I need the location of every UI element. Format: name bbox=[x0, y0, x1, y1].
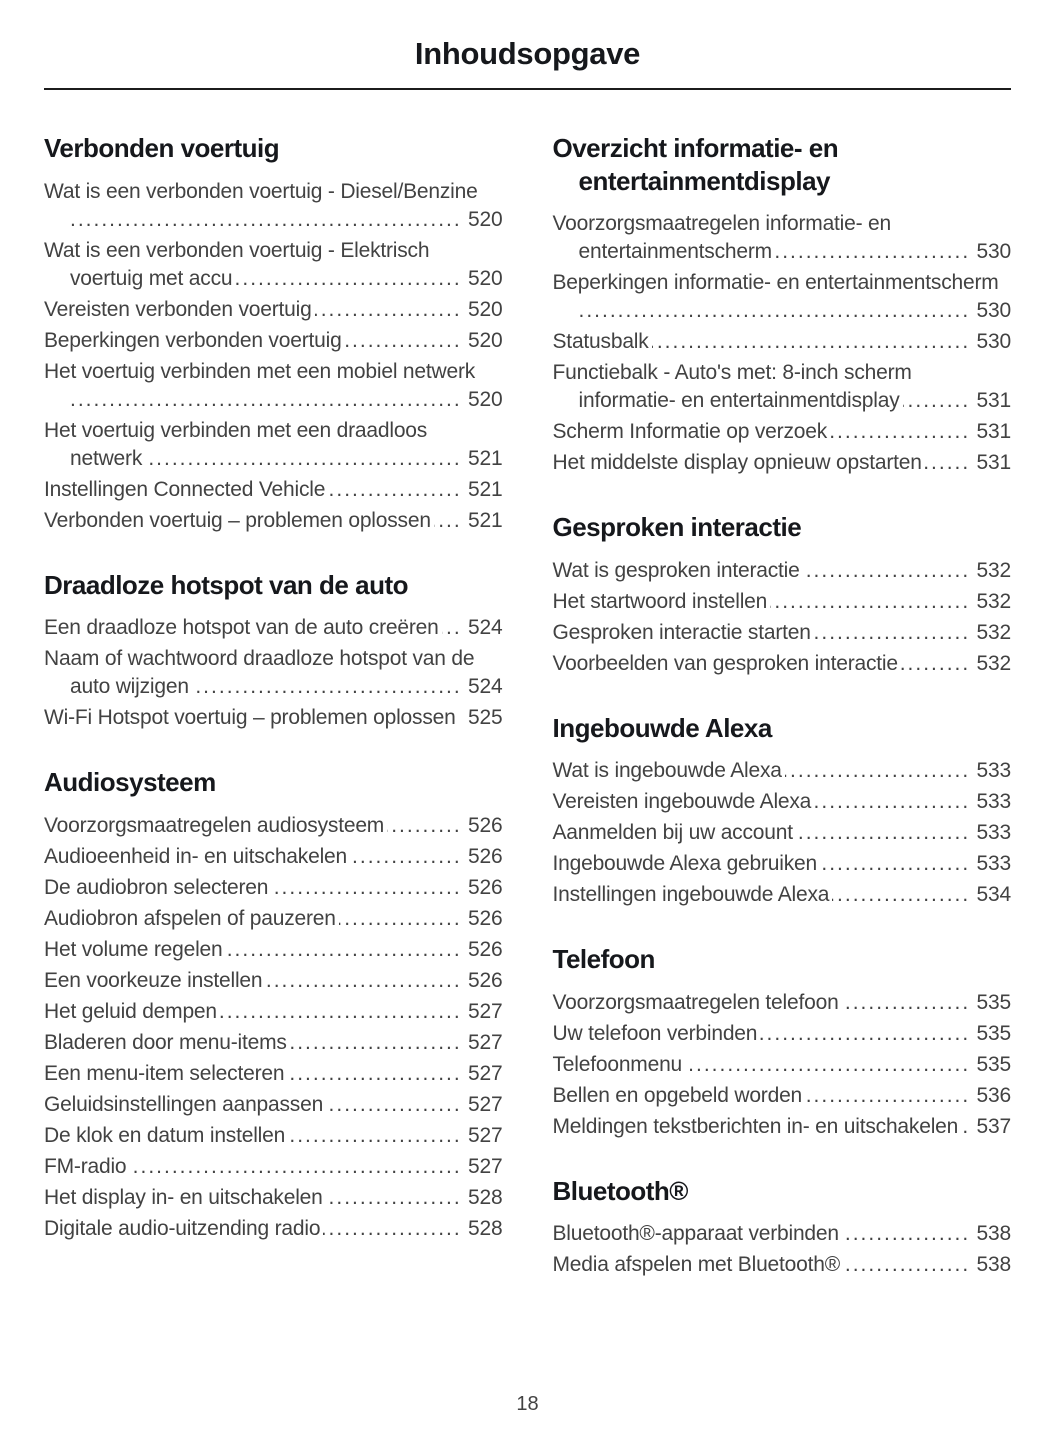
toc-entry[interactable] bbox=[553, 1020, 1012, 1048]
toc-entry-label: Bluetooth®-apparaat verbinden bbox=[553, 1222, 842, 1245]
toc-entry-label: Het voertuig verbinden met een mobiel netwerk bbox=[44, 360, 478, 383]
toc-columns bbox=[44, 132, 1011, 1282]
page-footer bbox=[0, 1393, 1055, 1416]
toc-entry-page-number: 538 bbox=[970, 1251, 1011, 1279]
toc-entry[interactable] bbox=[553, 210, 1012, 266]
toc-section bbox=[44, 569, 503, 733]
toc-entry[interactable] bbox=[553, 650, 1012, 678]
section-title: Telefoon bbox=[552, 944, 655, 974]
toc-entry-page-number: 532 bbox=[970, 619, 1011, 647]
toc-entry-page-number: 531 bbox=[970, 449, 1011, 477]
toc-entry-label: Audiobron afspelen of pauzeren bbox=[44, 907, 339, 930]
toc-section bbox=[553, 511, 1012, 678]
toc-entry-label: Digitale audio-uitzending radio bbox=[44, 1217, 323, 1240]
section-title: Gesproken interactie bbox=[552, 512, 802, 542]
toc-entry[interactable] bbox=[44, 1060, 503, 1088]
toc-entry-page-number: 533 bbox=[970, 819, 1011, 847]
toc-entry-page-number: 537 bbox=[970, 1113, 1011, 1141]
toc-entry-page-number: 533 bbox=[970, 757, 1011, 785]
toc-entry[interactable] bbox=[44, 905, 503, 933]
toc-entry-label: FM-radio bbox=[44, 1155, 129, 1178]
section-entries bbox=[553, 210, 1012, 477]
toc-entry-label: Wat is gesproken interactie bbox=[553, 559, 803, 582]
toc-entry-page-number: 534 bbox=[970, 881, 1011, 909]
toc-entry-label: Een menu-item selecteren bbox=[44, 1062, 287, 1085]
toc-entry-page-number: 520 bbox=[461, 265, 502, 293]
toc-entry-page-number: 531 bbox=[970, 387, 1011, 415]
toc-section bbox=[553, 1175, 1012, 1280]
toc-entry-page-number: 524 bbox=[461, 673, 502, 701]
toc-entry-label: Een draadloze hotspot van de auto creëren bbox=[44, 616, 442, 639]
toc-entry[interactable] bbox=[44, 1184, 503, 1212]
toc-entry-label: Het display in- en uitschakelen bbox=[44, 1186, 326, 1209]
toc-entry[interactable] bbox=[44, 704, 503, 732]
toc-entry-label: Wi-Fi Hotspot voertuig – problemen oplossen bbox=[44, 706, 459, 729]
toc-entry-label: Gesproken interactie starten bbox=[553, 621, 814, 644]
toc-entry-page-number: 528 bbox=[461, 1184, 502, 1212]
toc-entry[interactable] bbox=[44, 358, 503, 414]
toc-entry-page-number: 530 bbox=[970, 328, 1011, 356]
toc-entry-label: Bladeren door menu-items bbox=[44, 1031, 290, 1054]
section-title: Bluetooth® bbox=[552, 1175, 688, 1206]
toc-entry-label: Bellen en opgebeld worden bbox=[553, 1084, 806, 1107]
toc-entry-label: Telefoonmenu bbox=[553, 1053, 686, 1076]
section-entries bbox=[553, 757, 1012, 909]
toc-entry[interactable] bbox=[44, 874, 503, 902]
toc-entry-page-number: 527 bbox=[461, 1029, 502, 1057]
toc-entry-page-number: 520 bbox=[461, 386, 502, 414]
toc-entry[interactable] bbox=[44, 1215, 503, 1243]
toc-entry-label: Media afspelen met Bluetooth® bbox=[553, 1253, 844, 1276]
toc-entry-page-number: 527 bbox=[461, 1122, 502, 1150]
toc-entry-label: Voorbeelden van gesproken interactie bbox=[553, 652, 901, 675]
toc-entry[interactable] bbox=[553, 269, 1012, 325]
page-header bbox=[44, 36, 1011, 90]
toc-entry-page-number: 521 bbox=[461, 476, 502, 504]
toc-entry-page-number: 533 bbox=[970, 850, 1011, 878]
page-number: 18 bbox=[516, 1393, 539, 1415]
toc-entry-page-number: 533 bbox=[970, 788, 1011, 816]
toc-entry-label: De klok en datum instellen bbox=[44, 1124, 288, 1147]
toc-entry[interactable] bbox=[553, 850, 1012, 878]
toc-entry-page-number: 535 bbox=[970, 989, 1011, 1017]
toc-section bbox=[553, 943, 1012, 1141]
toc-entry-label: Een voorkeuze instellen bbox=[44, 969, 265, 992]
toc-entry-page-number: 528 bbox=[461, 1215, 502, 1243]
toc-entry-label: Ingebouwde Alexa gebruiken bbox=[553, 852, 821, 875]
toc-entry[interactable] bbox=[44, 812, 503, 840]
toc-entry-label: Beperkingen verbonden voertuig bbox=[44, 329, 345, 352]
toc-entry-page-number: 527 bbox=[461, 998, 502, 1026]
page-title: Inhoudsopgave bbox=[414, 36, 641, 71]
toc-entry-page-number: 532 bbox=[970, 588, 1011, 616]
toc-entry[interactable] bbox=[44, 645, 503, 701]
section-title: Ingebouwde Alexa bbox=[552, 712, 772, 743]
toc-entry-page-number: 520 bbox=[461, 327, 502, 355]
section-entries bbox=[553, 1220, 1012, 1279]
toc-entry[interactable] bbox=[44, 1029, 503, 1057]
toc-entry-label: Vereisten ingebouwde Alexa bbox=[553, 790, 815, 813]
toc-entry-page-number: 531 bbox=[970, 418, 1011, 446]
toc-entry[interactable] bbox=[553, 1051, 1012, 1079]
toc-entry-label: Voorzorgsmaatregelen audiosysteem bbox=[44, 814, 387, 837]
toc-column bbox=[44, 132, 503, 1282]
section-title: Overzicht informatie- en entertainmentdisplay bbox=[552, 133, 839, 196]
toc-entry[interactable] bbox=[44, 1153, 503, 1181]
toc-column bbox=[553, 132, 1012, 1282]
toc-entry-page-number: 530 bbox=[970, 297, 1011, 325]
toc-entry-label: Het volume regelen bbox=[44, 938, 226, 961]
toc-entry[interactable] bbox=[553, 418, 1012, 446]
toc-entry-label: Het geluid dempen bbox=[44, 1000, 220, 1023]
toc-entry-page-number: 530 bbox=[970, 238, 1011, 266]
toc-entry[interactable] bbox=[44, 296, 503, 324]
toc-entry-label: Verbonden voertuig – problemen oplossen bbox=[44, 509, 434, 532]
section-entries bbox=[553, 989, 1012, 1141]
toc-entry-label: Wat is ingebouwde Alexa bbox=[553, 759, 785, 782]
toc-entry[interactable] bbox=[553, 881, 1012, 909]
toc-entry[interactable] bbox=[44, 843, 503, 871]
section-title: Draadloze hotspot van de auto bbox=[44, 569, 408, 600]
section-title: Audiosysteem bbox=[44, 767, 216, 797]
toc-entry-page-number: 527 bbox=[461, 1153, 502, 1181]
toc-entry-label: Vereisten verbonden voertuig bbox=[44, 298, 315, 321]
toc-entry-page-number: 532 bbox=[970, 650, 1011, 678]
header-divider bbox=[44, 88, 1011, 90]
toc-entry-page-number: 521 bbox=[461, 445, 502, 473]
toc-entry[interactable] bbox=[553, 757, 1012, 785]
toc-entry[interactable] bbox=[44, 178, 503, 234]
toc-entry[interactable] bbox=[553, 557, 1012, 585]
toc-entry-page-number: 526 bbox=[461, 936, 502, 964]
toc-entry[interactable] bbox=[553, 1251, 1012, 1279]
toc-entry[interactable] bbox=[44, 936, 503, 964]
toc-entry[interactable] bbox=[44, 614, 503, 642]
toc-entry-page-number: 520 bbox=[461, 296, 502, 324]
toc-entry-page-number: 527 bbox=[461, 1060, 502, 1088]
toc-entry-page-number: 525 bbox=[461, 704, 502, 732]
toc-entry[interactable] bbox=[44, 1091, 503, 1119]
toc-entry[interactable] bbox=[553, 989, 1012, 1017]
toc-section bbox=[44, 132, 503, 535]
toc-entry-label: Het startwoord instellen bbox=[553, 590, 771, 613]
toc-entry-label: Wat is een verbonden voertuig - Elektrisch voertuig met accu bbox=[44, 238, 430, 290]
toc-entry-label: De audiobron selecteren bbox=[44, 876, 271, 899]
toc-section bbox=[553, 132, 1012, 477]
toc-entry-page-number: 526 bbox=[461, 874, 502, 902]
section-entries bbox=[553, 557, 1012, 678]
toc-entry-page-number: 532 bbox=[970, 557, 1011, 585]
toc-entry-label: Het voertuig verbinden met een draadloos netwerk bbox=[44, 418, 428, 470]
toc-entry-page-number: 535 bbox=[970, 1020, 1011, 1048]
toc-entry-page-number: 524 bbox=[461, 614, 502, 642]
toc-entry[interactable] bbox=[553, 1082, 1012, 1110]
toc-entry-label: Instellingen Connected Vehicle bbox=[44, 478, 328, 501]
toc-entry[interactable] bbox=[553, 449, 1012, 477]
toc-entry-page-number: 526 bbox=[461, 905, 502, 933]
toc-entry[interactable] bbox=[553, 819, 1012, 847]
section-entries bbox=[44, 812, 503, 1243]
toc-entry[interactable] bbox=[553, 359, 1012, 415]
toc-entry-label: Voorzorgsmaatregelen telefoon bbox=[553, 991, 842, 1014]
toc-entry[interactable] bbox=[553, 588, 1012, 616]
toc-entry-page-number: 520 bbox=[461, 206, 502, 234]
toc-entry[interactable] bbox=[44, 327, 503, 355]
toc-entry-page-number: 536 bbox=[970, 1082, 1011, 1110]
toc-entry-label: Aanmelden bij uw account bbox=[553, 821, 796, 844]
toc-entry-label: Het middelste display opnieuw opstarten bbox=[553, 451, 925, 474]
toc-entry[interactable] bbox=[44, 998, 503, 1026]
section-entries bbox=[44, 178, 503, 535]
toc-entry[interactable] bbox=[553, 788, 1012, 816]
toc-entry[interactable] bbox=[553, 619, 1012, 647]
toc-entry-page-number: 526 bbox=[461, 967, 502, 995]
toc-entry[interactable] bbox=[553, 328, 1012, 356]
toc-entry[interactable] bbox=[44, 507, 503, 535]
toc-entry[interactable] bbox=[44, 1122, 503, 1150]
toc-entry-label: Voorzorgsmaatregelen informatie- en entertainmentscherm bbox=[552, 212, 892, 263]
toc-entry-label: Audioeenheid in- en uitschakelen bbox=[44, 845, 350, 868]
toc-entry-label: Meldingen tekstberichten in- en uitschakelen bbox=[553, 1115, 962, 1138]
toc-entry-page-number: 535 bbox=[970, 1051, 1011, 1079]
toc-entry[interactable] bbox=[44, 476, 503, 504]
toc-entry-page-number: 527 bbox=[461, 1091, 502, 1119]
toc-entry-label: Statusbalk bbox=[553, 330, 652, 353]
toc-entry[interactable] bbox=[553, 1220, 1012, 1248]
toc-entry[interactable] bbox=[553, 1113, 1012, 1141]
toc-entry-label: Scherm Informatie op verzoek bbox=[553, 420, 831, 443]
section-entries bbox=[44, 614, 503, 732]
toc-entry-label: Geluidsinstellingen aanpassen bbox=[44, 1093, 326, 1116]
toc-entry[interactable] bbox=[44, 417, 503, 473]
toc-entry-label: Wat is een verbonden voertuig - Diesel/Benzine bbox=[44, 180, 481, 203]
toc-entry-page-number: 521 bbox=[461, 507, 502, 535]
toc-entry[interactable] bbox=[44, 967, 503, 995]
section-title: Verbonden voertuig bbox=[44, 133, 280, 163]
toc-entry-label: Beperkingen informatie- en entertainmentscherm bbox=[553, 271, 1002, 294]
toc-entry-label: Naam of wachtwoord draadloze hotspot van de auto wijzigen bbox=[44, 647, 475, 698]
toc-entry-label: Functiebalk - Auto's met: 8-inch scherm informatie- en entertainmentdisplay bbox=[552, 361, 912, 412]
toc-entry-label: Instellingen ingebouwde Alexa bbox=[553, 883, 833, 906]
toc-entry-page-number: 538 bbox=[970, 1220, 1011, 1248]
toc-entry-page-number: 526 bbox=[461, 843, 502, 871]
toc-entry-page-number: 526 bbox=[461, 812, 502, 840]
toc-section bbox=[44, 766, 503, 1243]
toc-entry-label: Uw telefoon verbinden bbox=[553, 1022, 761, 1045]
toc-section bbox=[553, 712, 1012, 910]
toc-entry[interactable] bbox=[44, 237, 503, 293]
